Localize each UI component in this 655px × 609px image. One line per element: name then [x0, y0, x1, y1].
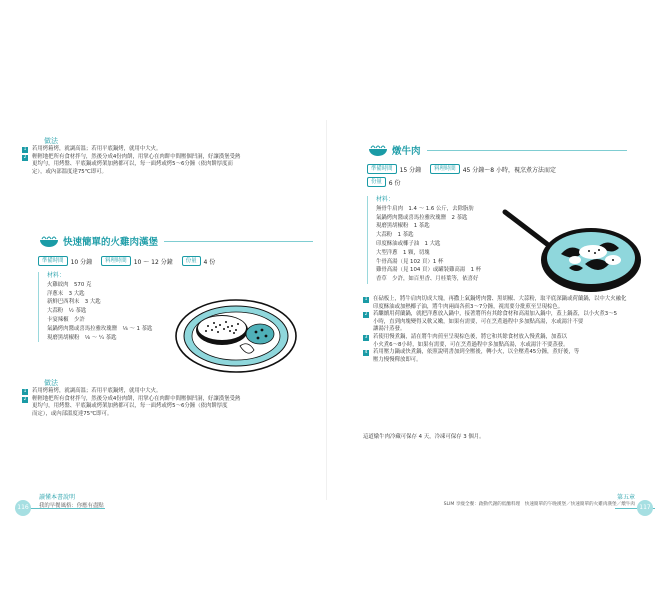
prep-time-tag: 準備時間 [367, 164, 397, 174]
step-2-cont: 更均勻，用烤盤、平底鍋或烤架加熱都可以，每一面烤或烤5～6分鐘（依肉餅厚度 [32, 403, 228, 410]
left-footer [15, 494, 105, 509]
step-1-cont: 印度酥油或加熱椰子油，將牛肉兩面各煎3～7分鐘，視需要分批煎至呈現棕色。 [373, 303, 564, 310]
method-steps [363, 296, 633, 364]
footer-accent-text: 讀懂本書說明 [39, 494, 76, 501]
recipe-meta-row2 [367, 177, 410, 187]
method-header: 做法 [44, 379, 58, 387]
ingredients-header: 材料： [376, 196, 395, 203]
step-3: 3 若使用慢煮鍋，請在將牛肉煎至呈現棕色後，將它和其餘食材放入慢煮鍋，加蓋以 [364, 333, 568, 340]
ingredient-item: 大蒜粉 ½ 茶匙 [47, 308, 87, 315]
step-1: 1 若用烤箱烤，就調高溫；若用平底鍋烤，就用中大火。 [23, 146, 162, 152]
ingredient-item: 火雞絞肉 570 克 [47, 281, 92, 288]
right-footer [327, 494, 655, 509]
ingredient-item: 新鮮巴西利末 3 大匙 [47, 299, 101, 306]
ingredient-item: 香草 少許，如百里香、月桂葉等，依喜好 [376, 276, 479, 283]
prep-time-value: 15 分鐘 [399, 166, 422, 174]
recipe-title: 快速簡單的火雞肉漢堡 [63, 237, 159, 248]
top-method-steps [22, 146, 312, 176]
title-rule [427, 150, 627, 151]
ingredient-item: 印度酥油或椰子油 1 大匙 [376, 240, 441, 247]
prep-time-value: 10 分鐘 [70, 258, 93, 266]
turkey-burger-plate-illustration [172, 294, 300, 376]
bowl-icon [367, 143, 389, 157]
recipe-title-bar [367, 142, 627, 158]
step-1: 1 在砧板上，將牛肩肉切成大塊，再撒上氣鍋烤肉醬、黑胡椒、大蒜粉，取平底深鍋或荷蘭鍋，以中大火融化 [364, 296, 627, 302]
bowl-icon [38, 234, 60, 248]
servings-tag: 份量 [367, 177, 386, 187]
ingredient-item: 雞骨高湯（見 104 頁）或罐裝雞高湯 1 杯 [376, 267, 482, 274]
step-2-cont: 小時，直到肉塊變得又軟又嫩，如果有需要，可在烹煮過程中多加點高湯，水或湯汁不要 [373, 318, 584, 325]
ingredient-item: 牛骨高湯（見 102 頁）1 杯 [376, 258, 444, 265]
step-4: 4 若用壓力鍋或快煮鍋，依照說明書加到全壓後，轉小火，以全壓煮45分鐘，煮好後，等 [364, 349, 580, 356]
ingredient-item: 現磨黑胡椒粉 ⅛ ～ ¼ 茶匙 [47, 334, 117, 341]
method-steps [22, 388, 312, 418]
ingredient-item: 氣鍋烤肉醬或喜馬拉雅玫瑰鹽 ⅛ ～ 1 茶匙 [47, 325, 153, 332]
ingredient-item: 無骨牛肩肉 1.4 ～ 1.6 公斤，去除脂肪 [376, 205, 474, 212]
top-method-header: 做法 [44, 137, 58, 145]
step-2: 2 若繼續用荷蘭鍋，就把洋蔥放入鍋中，接著將所有其餘食材和高湯加入鍋中，蓋上鍋蓋，以小火煮3～5 [364, 311, 618, 318]
page-number: 117 [637, 500, 653, 516]
ingredient-item: 現磨黑胡椒粉 1 茶匙 [376, 223, 430, 230]
cook-time-tag: 料理時間 [101, 256, 131, 266]
beef-stew-skillet-illustration [495, 204, 645, 296]
footer-text: 我的早餐風格：你應有盡點 [39, 503, 104, 509]
ingredients-header: 材料： [47, 272, 66, 279]
cook-time-tag: 料理時間 [430, 164, 460, 174]
step-2: 2 輕輕地把所有食材拌勻，然後分成4份肉餅，用掌心在肉餅中間壓個凹洞，好讓漢堡受熱 [23, 153, 241, 160]
step-3-cont: 小火煮6～8小時，如果有需要，可在烹煮過程中多加點高湯，水或湯汁不要蒸發。 [373, 341, 569, 348]
step-2-cont: 讓湯汁蒸發。 [373, 326, 406, 333]
ingredient-item: 大型洋蔥 1 顆，切塊 [376, 249, 430, 256]
ingredient-item: 氣鍋烤肉醬或喜馬拉雅玫瑰鹽 2 茶匙 [376, 214, 468, 221]
ingredient-item: 卡宴辣椒 少許 [47, 316, 85, 323]
recipe-title-bar [38, 233, 313, 249]
right-page [327, 0, 655, 609]
step-2-cont: 而定），或內部溫度達75℃即可。 [32, 410, 113, 417]
footer-accent-text: 第五章 [616, 494, 635, 501]
servings-value: 6 份 [388, 179, 401, 187]
step-2-cont: 更均勻，用烤盤、平底鍋或烤架加熱都可以，每一面烤或烤5～6分鐘（依肉餅厚度而 [32, 161, 233, 168]
servings-value: 4 份 [203, 258, 216, 266]
page-number: 116 [15, 500, 31, 516]
cook-time-value: 10 ～ 12 分鐘 [133, 258, 173, 266]
title-rule [164, 241, 313, 242]
prep-time-tag: 準備時間 [38, 256, 68, 266]
cook-time-value: 45 分鐘～8 小時，視烹煮方法而定 [462, 166, 556, 174]
left-page [0, 0, 327, 609]
servings-tag: 份量 [182, 256, 201, 266]
step-4-cont: 壓力慢慢釋放即可。 [373, 356, 422, 363]
storage-note: 這道燉牛肉冷藏可保存 4 天，冷凍可保存 3 個月。 [363, 434, 485, 440]
ingredient-item: 洋蔥末 3 大匙 [47, 290, 85, 297]
step-2: 2 輕輕地把所有食材拌勻，然後分成4份肉餅，用掌心在肉餅中間壓個凹洞，好讓漢堡受熱 [23, 395, 241, 402]
recipe-meta [367, 164, 565, 174]
recipe-meta [38, 256, 224, 266]
step-1: 1 若用烤箱烤，就調高溫；若用平底鍋烤，就用中大火。 [23, 388, 162, 394]
footer-text: SLIM 享瘦全餐：啟動代謝的低醣料理 快速簡單的午晚漢堡／快速簡單的火雞肉漢堡／燉牛肉 [443, 502, 635, 507]
recipe-title: 燉牛肉 [392, 146, 421, 157]
ingredient-item: 大蒜粉 1 茶匙 [376, 232, 414, 239]
step-2-cont: 定），或內部溫度達75℃即可。 [32, 168, 107, 175]
